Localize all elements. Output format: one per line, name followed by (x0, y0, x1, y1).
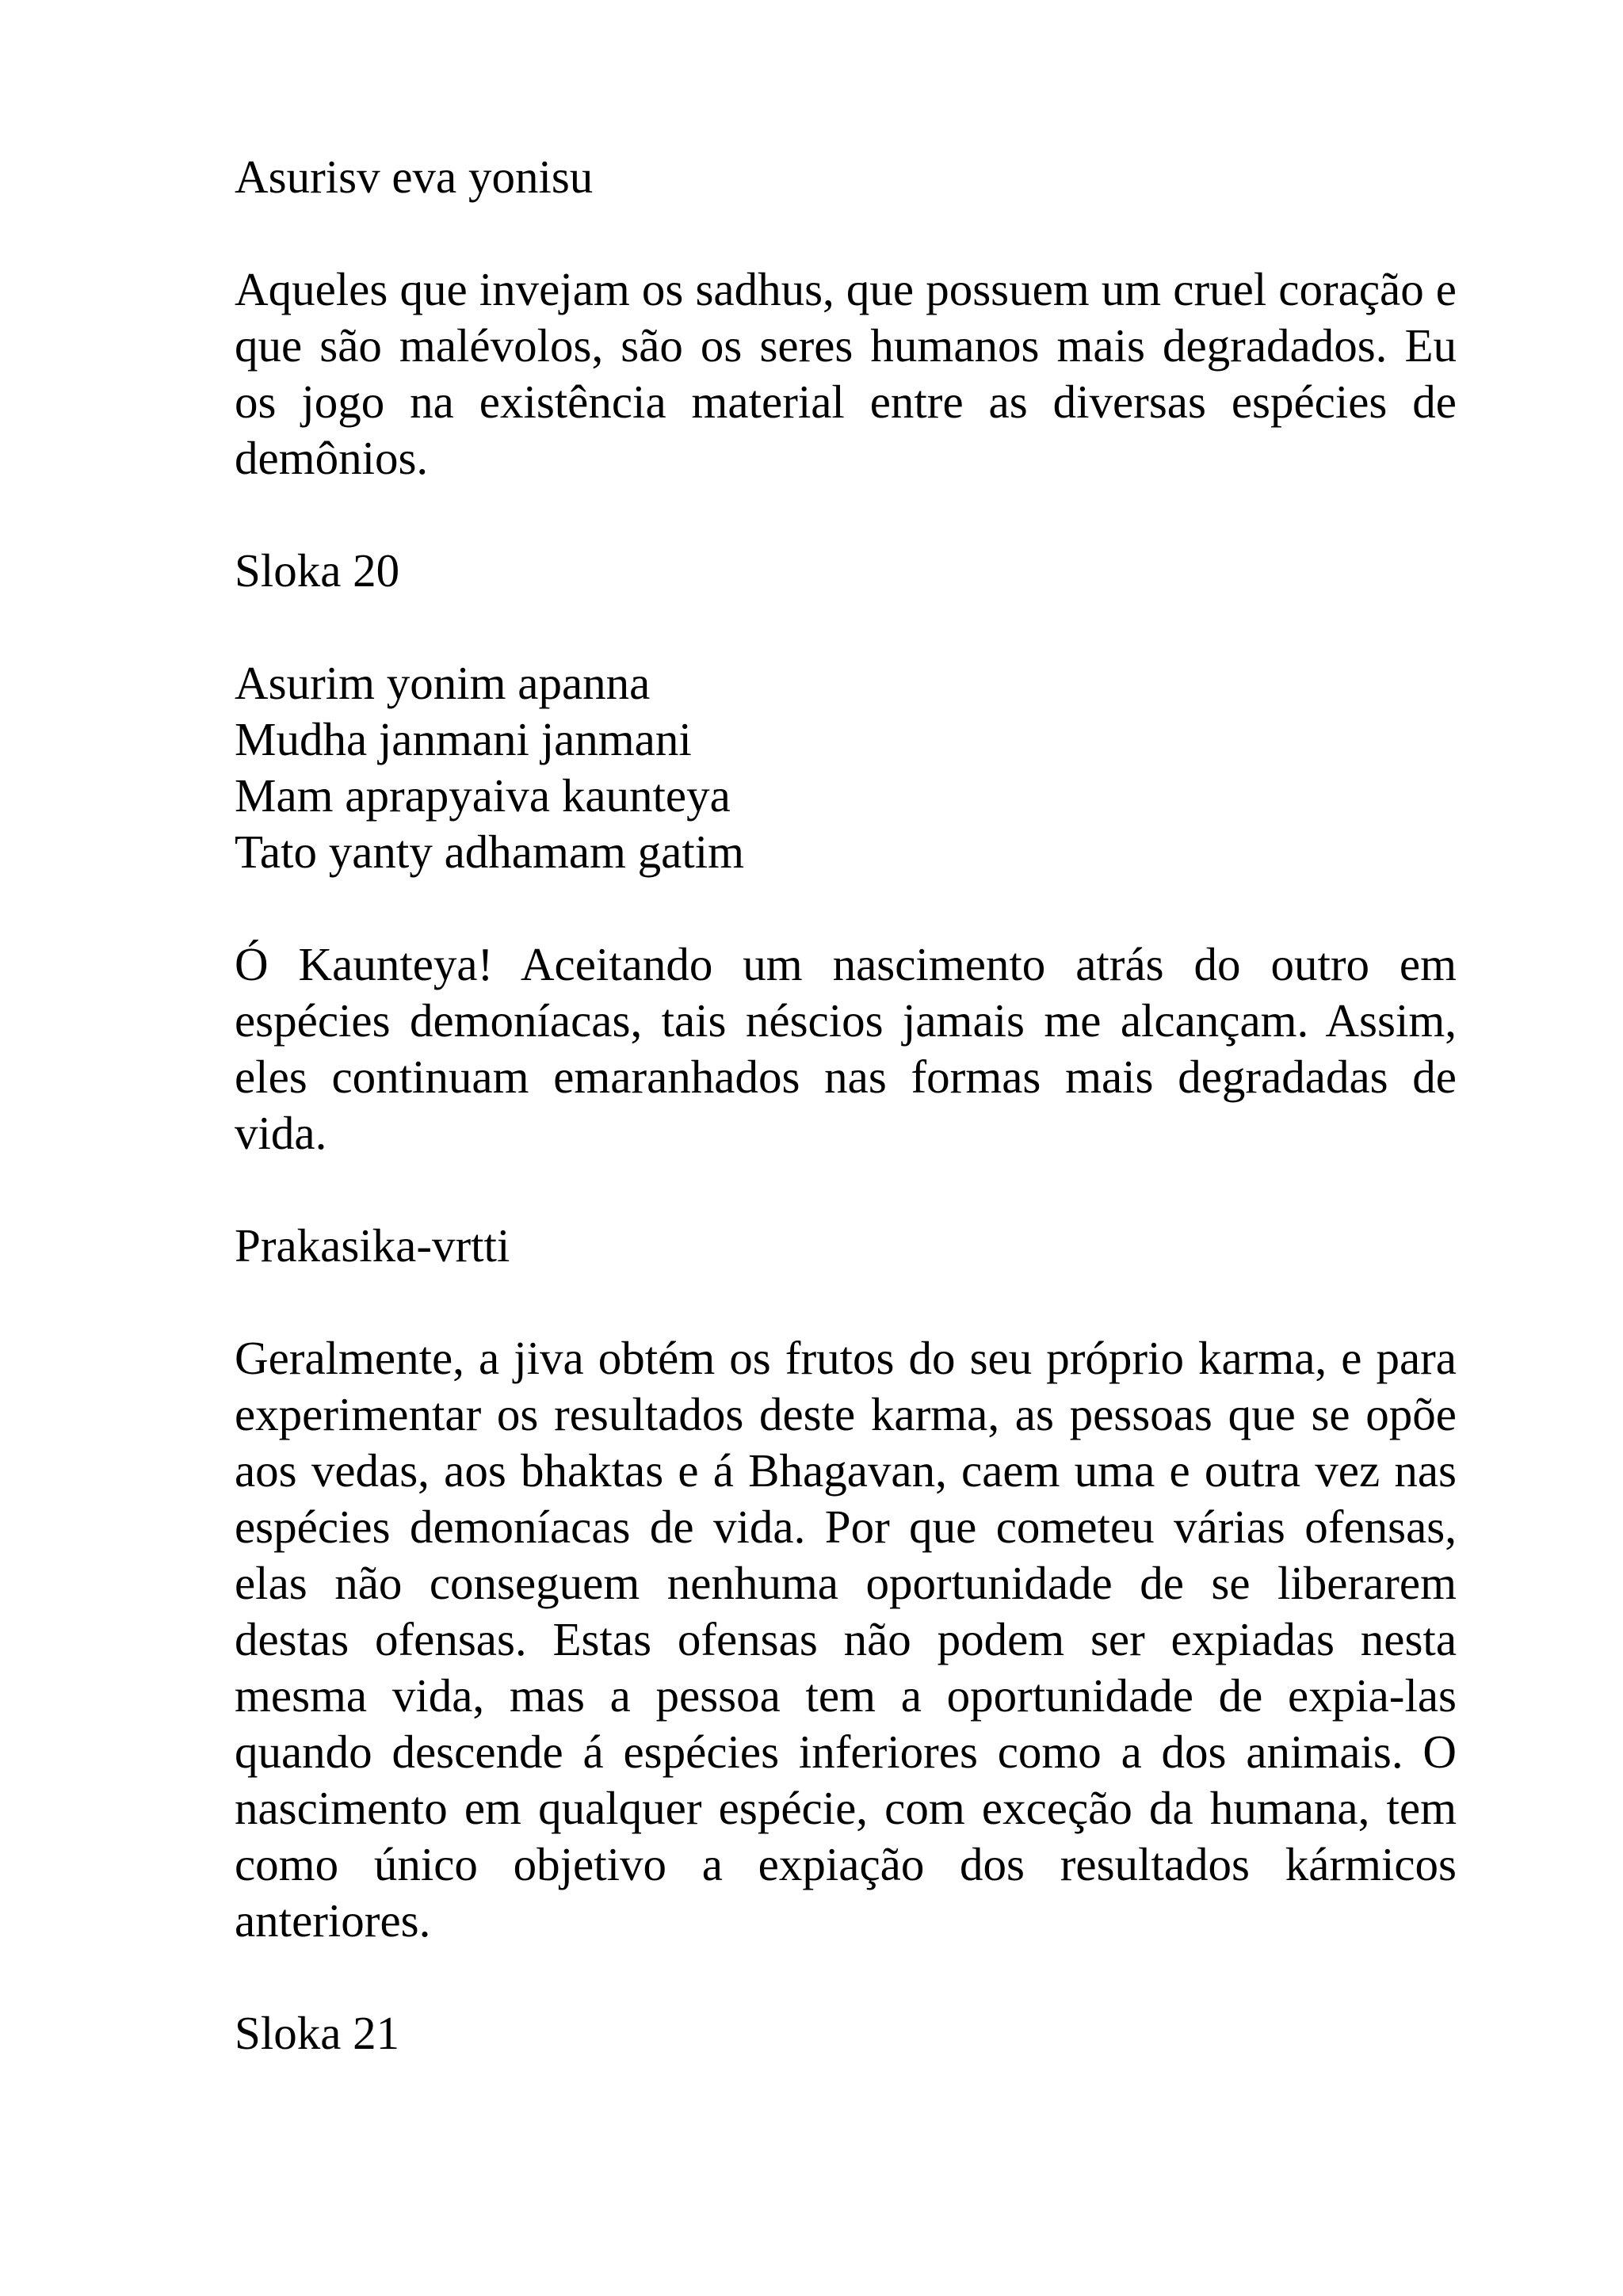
verse-line: Mam aprapyaiva kaunteya (235, 769, 731, 822)
page-content (235, 149, 1457, 2061)
commentary-paragraph: Geralmente, a jiva obtém os frutos do seu próprio karma, e para experimentar os resultados deste karma, as pessoas que se opõe aos vedas, aos bhaktas e á Bhagavan, caem uma e outra vez nas espécies demoníacas de vida. Por que cometeu várias ofensas, elas não conseguem nenhuma oportunidade de se liberarem destas ofensas. Estas ofensas não podem ser expiadas nesta mesma vida, mas a pessoa tem a oportunidade de expia-las quando descende á espécies inferiores como a dos animais. O nascimento em qualquer espécie, com exceção da humana, tem como único objetivo a expiação dos resultados kármicos anteriores. (235, 1332, 1457, 1947)
verse-line: Mudha janmani janmani (235, 713, 692, 765)
sloka-20-heading: Sloka 20 (235, 544, 400, 597)
sloka-21-heading: Sloka 21 (235, 2007, 400, 2059)
translation-paragraph-20: Ó Kaunteya! Aceitando um nascimento atrás do outro em espécies demoníacas, tais néscios jamais me alcançam. Assim, eles continuam emaranhados nas formas mais degradadas de vida. (235, 938, 1457, 1159)
verse-line: Tato yanty adhamam gatim (235, 826, 745, 878)
translation-paragraph-19: Aqueles que invejam os sadhus, que possuem um cruel coração e que são malévolos, são os seres humanos mais degradados. Eu os jogo na existência material entre as diversas espécies de demônios. (235, 263, 1457, 484)
verse-line: Asurim yonim apanna (235, 657, 651, 709)
commentary-heading: Prakasika-vrtti (235, 1219, 510, 1272)
verse-closing-line: Asurisv eva yonisu (235, 151, 594, 203)
sloka-20-verse (235, 655, 1457, 880)
